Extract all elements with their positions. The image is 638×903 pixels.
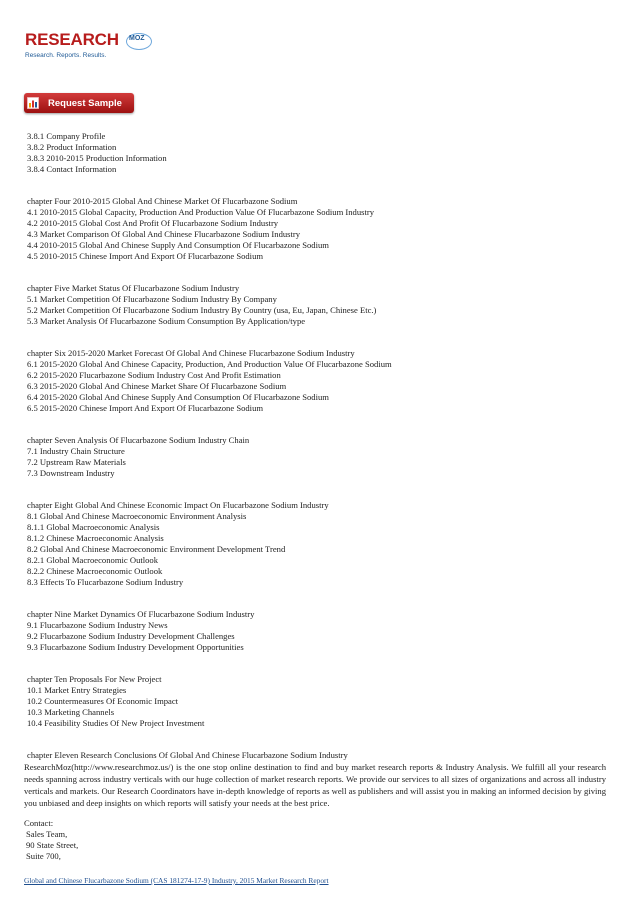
toc-line: 9.1 Flucarbazone Sodium Industry News: [27, 620, 168, 630]
logo-wordmark: RESEARCH: [25, 30, 119, 49]
toc-section: [27, 750, 607, 761]
toc-line: 4.5 2010-2015 Chinese Import And Export Of Flucarbazone Sodium: [27, 251, 264, 261]
toc-section: [27, 131, 607, 175]
toc-section: [27, 500, 607, 588]
toc-line: 8.1.2 Chinese Macroeconomic Analysis: [27, 533, 164, 543]
toc-line: 9.2 Flucarbazone Sodium Industry Development Challenges: [27, 631, 235, 641]
toc-line: 10.3 Marketing Channels: [27, 707, 115, 717]
contact-line: Suite 700,: [26, 851, 61, 861]
logo-tagline: Research. Reports. Results.: [25, 52, 107, 59]
contact-label: Contact:: [24, 818, 54, 828]
toc-line: 6.2 2015-2020 Flucarbazone Sodium Industry Cost And Profit Estimation: [27, 370, 281, 380]
researchmoz-logo: [25, 30, 145, 66]
toc-line: 10.1 Market Entry Strategies: [27, 685, 127, 695]
chapter-heading: chapter Seven Analysis Of Flucarbazone Sodium Industry Chain: [27, 435, 250, 445]
toc-line: 6.1 2015-2020 Global And Chinese Capacity, Production, And Production Value Of Flucarbazone Sodium: [27, 359, 392, 369]
chapter-heading: chapter Four 2010-2015 Global And Chinese Market Of Flucarbazone Sodium: [27, 196, 298, 206]
toc-line: 3.8.1 Company Profile: [27, 131, 106, 141]
toc-section: [27, 348, 607, 414]
toc-line: 8.3 Effects To Flucarbazone Sodium Industry: [27, 577, 184, 587]
toc-line: 8.2 Global And Chinese Macroeconomic Environment Development Trend: [27, 544, 286, 554]
chapter-heading: chapter Eight Global And Chinese Economic Impact On Flucarbazone Sodium Industry: [27, 500, 329, 510]
toc-line: 4.3 Market Comparison Of Global And Chinese Flucarbazone Sodium Industry: [27, 229, 301, 239]
toc-line: 7.1 Industry Chain Structure: [27, 446, 125, 456]
contact-block: [24, 818, 78, 862]
toc-line: 8.1.1 Global Macroeconomic Analysis: [27, 522, 160, 532]
contact-line: Sales Team,: [26, 829, 68, 839]
chapter-heading: chapter Ten Proposals For New Project: [27, 674, 162, 684]
toc-line: 7.2 Upstream Raw Materials: [27, 457, 126, 467]
toc-line: 7.3 Downstream Industry: [27, 468, 115, 478]
toc-section: [27, 283, 607, 327]
chapter-heading: chapter Eleven Research Conclusions Of Global And Chinese Flucarbazone Sodium Industry: [27, 750, 348, 760]
toc-line: 4.4 2010-2015 Global And Chinese Supply And Consumption Of Flucarbazone Sodium: [27, 240, 329, 250]
toc-line: 4.1 2010-2015 Global Capacity, Production And Production Value Of Flucarbazone Sodium Industry: [27, 207, 375, 217]
toc-section: [27, 196, 607, 262]
toc-section: [27, 674, 607, 729]
toc-line: 6.4 2015-2020 Global And Chinese Supply And Consumption Of Flucarbazone Sodium: [27, 392, 329, 402]
toc-line: 6.5 2015-2020 Chinese Import And Export Of Flucarbazone Sodium: [27, 403, 264, 413]
toc-line: 3.8.2 Product Information: [27, 142, 117, 152]
toc-section: [27, 609, 607, 653]
about-paragraph: ResearchMoz(http://www.researchmoz.us/) is the one stop online destination to find and buy market research reports & Industry Analysis. We fulfill all your research needs spanning across industry verticals with our huge collection of market research reports. We provide our services to all sizes of organizations and across all industry verticals and markets. Our Research Coordinators have in-depth knowledge of reports as well as publishers and will assist you in making an informed decision by giving you unbiased and deep insights on which reports will satisfy your needs at the best price.: [24, 762, 606, 808]
toc-line: 3.8.4 Contact Information: [27, 164, 117, 174]
request-sample-label: Request Sample: [48, 97, 122, 109]
toc-line: 5.2 Market Competition Of Flucarbazone Sodium Industry By Country (usa, Eu, Japan, Chinese Etc.): [27, 305, 377, 315]
toc-line: 8.1 Global And Chinese Macroeconomic Environment Analysis: [27, 511, 247, 521]
logo-moz-text: MOZ: [129, 35, 145, 42]
toc-line: 5.1 Market Competition Of Flucarbazone Sodium Industry By Company: [27, 294, 277, 304]
toc-section: [27, 435, 607, 479]
toc-line: 4.2 2010-2015 Global Cost And Profit Of Flucarbazone Sodium Industry: [27, 218, 279, 228]
toc-line: 8.2.1 Global Macroeconomic Outlook: [27, 555, 159, 565]
toc-line: 10.4 Feasibility Studies Of New Project Investment: [27, 718, 205, 728]
toc-line: 6.3 2015-2020 Global And Chinese Market Share Of Flucarbazone Sodium: [27, 381, 287, 391]
toc-line: 3.8.3 2010-2015 Production Information: [27, 153, 167, 163]
footer-report-link[interactable]: Global and Chinese Flucarbazone Sodium (CAS 181274-17-9) Industry, 2015 Market Research Report: [24, 876, 329, 885]
chapter-heading: chapter Six 2015-2020 Market Forecast Of Global And Chinese Flucarbazone Sodium Industry: [27, 348, 355, 358]
chart-icon: [24, 93, 42, 113]
toc-line: 10.2 Countermeasures Of Economic Impact: [27, 696, 179, 706]
chapter-heading: chapter Nine Market Dynamics Of Flucarbazone Sodium Industry: [27, 609, 255, 619]
toc-line: 5.3 Market Analysis Of Flucarbazone Sodium Consumption By Application/type: [27, 316, 306, 326]
request-sample-button[interactable]: [24, 93, 134, 113]
logo-moz-badge: [126, 33, 152, 50]
toc-line: 8.2.2 Chinese Macroeconomic Outlook: [27, 566, 163, 576]
chapter-heading: chapter Five Market Status Of Flucarbazone Sodium Industry: [27, 283, 240, 293]
contact-line: 90 State Street,: [26, 840, 79, 850]
table-of-contents: [27, 131, 607, 761]
toc-line: 9.3 Flucarbazone Sodium Industry Development Opportunities: [27, 642, 244, 652]
